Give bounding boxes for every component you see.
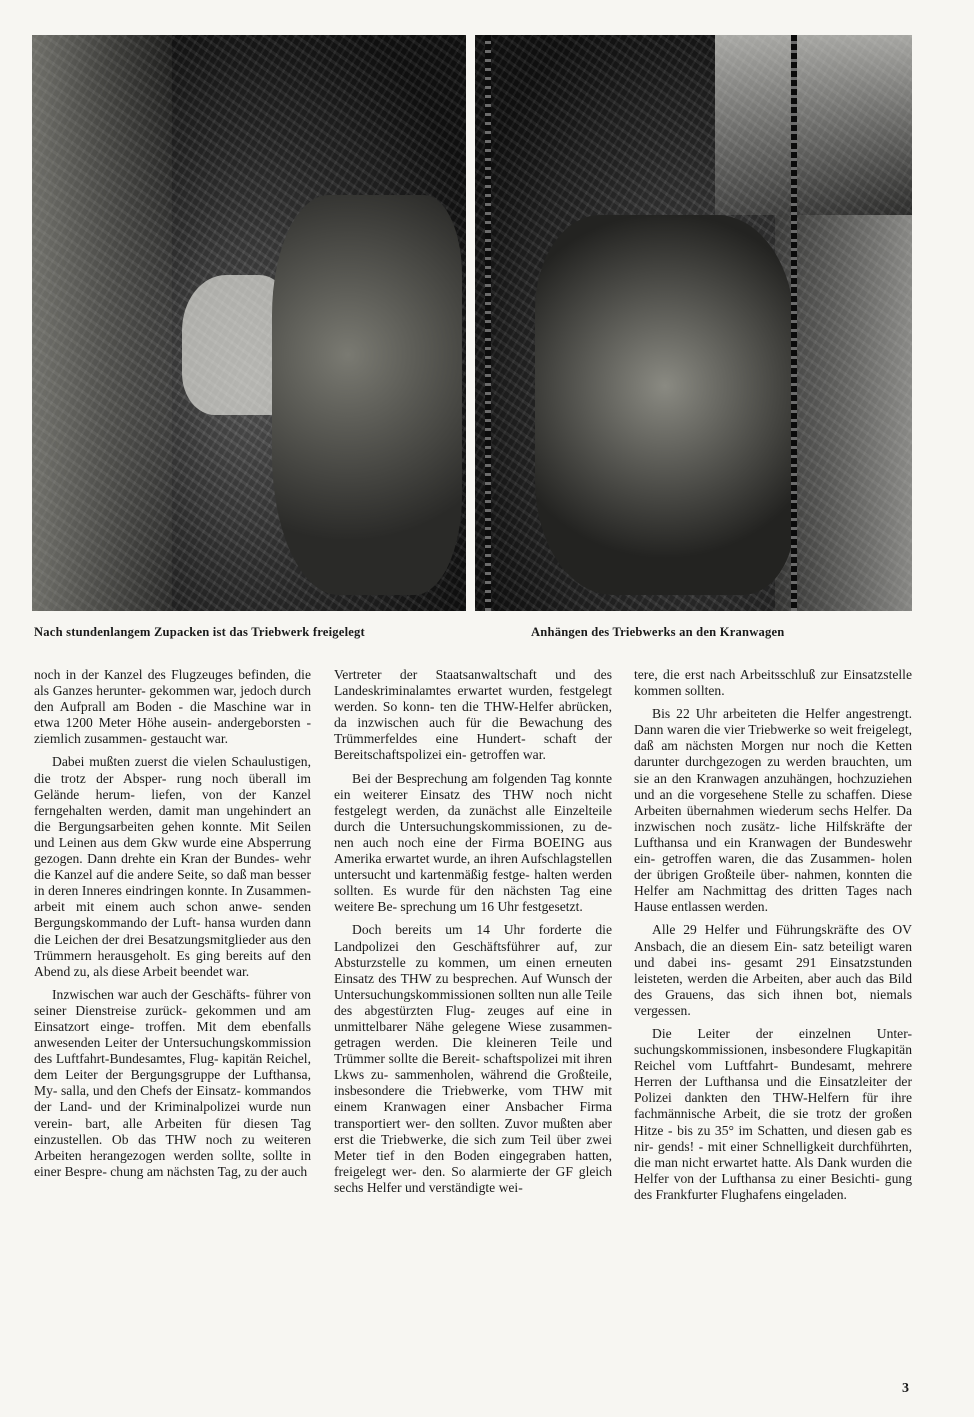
chain bbox=[485, 35, 491, 611]
paragraph: Alle 29 Helfer und Führungskräfte des OV Ansbach, die an diesem Ein- satz beteiligt waren und dabei ins- gesamt 291 Einsatzstunden leisteten, werden die Arbeiten, aber auch das Bild des Grauens, das sich ihnen bot, niemals vergessen. bbox=[634, 922, 912, 1018]
chain bbox=[791, 35, 797, 611]
paragraph: Inzwischen war auch der Geschäfts- führer von seiner Dienstreise zurück- gekommen und am Einsatzort einge- troffen. Mit dem ebenfalls anwesenden Leiter der Untersuchungskommission des Luftfahrt-Bundesamtes, Flug- kapitän Reichel, dem Leiter der Bergungsgruppe der Lufthansa, My- salla, und den Chefs der Einsatz- kommandos der Land- und der Kriminalpolizei wurde nun verein- bart, alle Arbeiten für diesen Tag einzustellen. Ob das THW noch zu weiteren Arbeiten herangezogen werden sollte, sollte in einer Bespre- chung am nächsten Tag, zu der auch bbox=[34, 986, 311, 1179]
photo-engine-hoisting bbox=[475, 35, 912, 611]
paragraph: Dabei mußten zuerst die vielen Schaulustigen, die trotz der Absper- rung noch überall im Gelände herum- liefen, von der Kanzel ferngehalten werden, damit man ungehindert an die Bergungsarbeiten gehen konnte. Mit Seilen und Leinen aus dem Gkw wurde eine Absperrung gezogen. Dann drehte ein Kran der Bundes- wehr die Kanzel auf die andere Seite, so daß man besser in deren Inneres eindringen konnte. In Zusammen- arbeit mit einem auch schon anwe- senden Bergungskommando der Luft- hansa wurden dann die Leichen der drei Besatzungsmitglieder aus den Trümmern herausgeholt. Es ging bereits auf den Abend zu, als diese Arbeit beendet war. bbox=[34, 754, 311, 979]
paragraph: Vertreter der Staatsanwaltschaft und des Landeskriminalamtes erwartet wurden, festgelegt werden. So konn- ten die THW-Helfer abrücken, da inzwischen auch für die Bewachung des Trümmerfeldes eine Hundert- schaft der Bereitschaftspolizei ein- getroffen war. bbox=[334, 667, 612, 763]
photo-detail bbox=[272, 195, 462, 595]
paragraph: Bis 22 Uhr arbeiteten die Helfer angestrengt. Dann waren die vier Triebwerke so weit freigelegt, daß am nächsten Morgen nur noch die Ketten darunter durchgezogen zu werden brauchten, um sie an den Kranwagen anzuhängen, hochzuziehen und an die vorgesehene Stelle zu schaffen. Diese Arbeiten übernahmen wiederum sechs Helfer. Da inzwischen noch zusätz- liche Hilfskräfte der Lufthansa und ein Kranwagen der Bundeswehr ein- getroffen waren, die das Zusammen- holen der übrigen Großteile über- nahmen, konnten die Helfer am Nachmittag des dritten Tages nach Hause entlassen werden. bbox=[634, 706, 912, 915]
photo-detail bbox=[32, 35, 172, 611]
photo-caption-left: Nach stundenlangem Zupacken ist das Triebwerk freigelegt bbox=[34, 625, 365, 639]
text-column-1 bbox=[34, 667, 311, 1187]
photo-detail bbox=[535, 215, 795, 595]
page-number: 3 bbox=[902, 1381, 909, 1396]
paragraph: tere, die erst nach Arbeitsschluß zur Einsatzstelle kommen sollten. bbox=[634, 667, 912, 699]
text-column-2 bbox=[334, 667, 612, 1203]
paragraph: noch in der Kanzel des Flugzeuges befinden, die als Ganzes herunter- gekommen war, jedoch durch den Aufprall am Boden - die Maschine war in etwa 1200 Meter Höhe ausein- andergeborsten - ziemlich zusammen- gestaucht war. bbox=[34, 667, 311, 747]
photo-detail bbox=[715, 35, 912, 215]
photo-caption-right: Anhängen des Triebwerks an den Kranwagen bbox=[531, 625, 785, 639]
paragraph: Bei der Besprechung am folgenden Tag konnte ein weiterer Einsatz des THW noch nicht festgelegt werden, da zunächst alle Einzelteile durch die Untersuchungskommissionen, zu de- nen auch noch eine der Firma BOEING aus Amerika erwartet wurde, an ihren Aufschlagstellen untersucht und kartenmäßig festge- halten werden sollten. Es wurde für den nächsten Tag eine weitere Be- sprechung um 16 Uhr festgesetzt. bbox=[334, 770, 612, 915]
paragraph: Die Leiter der einzelnen Unter- suchungskommissionen, insbesondere Flugkapitän Reichel vom Luftfahrt- Bundesamt, mehrere Herren der Lufthansa und die Einsatzleiter der Polizei dankten den THW-Helfern für ihre fachmännische Arbeit, die sie trotz der großen Hitze - bis zu 35° im Schatten, und diesen gab es nir- gends! - mit einer Schnelligkeit durchführten, die man nicht erwartet hatte. Als Dank wurden die Helfer von der Lufthansa zu einer Besichti- gung des Frankfurter Flughafens eingeladen. bbox=[634, 1025, 912, 1202]
text-column-3 bbox=[634, 667, 912, 1210]
paragraph: Doch bereits um 14 Uhr forderte die Landpolizei den Geschäftsführer auf, zur Absturzstelle zu kommen, um einen erneuten Einsatz des THW zu besprechen. Auf Wunsch der Untersuchungskommissionen sollten nun alle Teile des abgestürzten Flug- zeuges auf eine in unmittelbarer Nähe gelegene Wiese zusammen- getragen werden. Die kleineren Teile und Trümmer sollte die Bereit- schaftspolizei mit ihren Lkws zu- sammenholen, während die Großteile, insbesondere die Triebwerke, vom THW mit einem Kranwagen einer Ansbacher Firma transportiert wer- den sollten. Zuvor mußten aber erst die Triebwerke, die sich zum Teil über zwei Meter tief in den Boden eingegraben hatten, freigelegt wer- den. So alarmierte der GF gleich sechs Helfer und verständigte wei- bbox=[334, 922, 612, 1195]
photo-engine-excavated bbox=[32, 35, 466, 611]
